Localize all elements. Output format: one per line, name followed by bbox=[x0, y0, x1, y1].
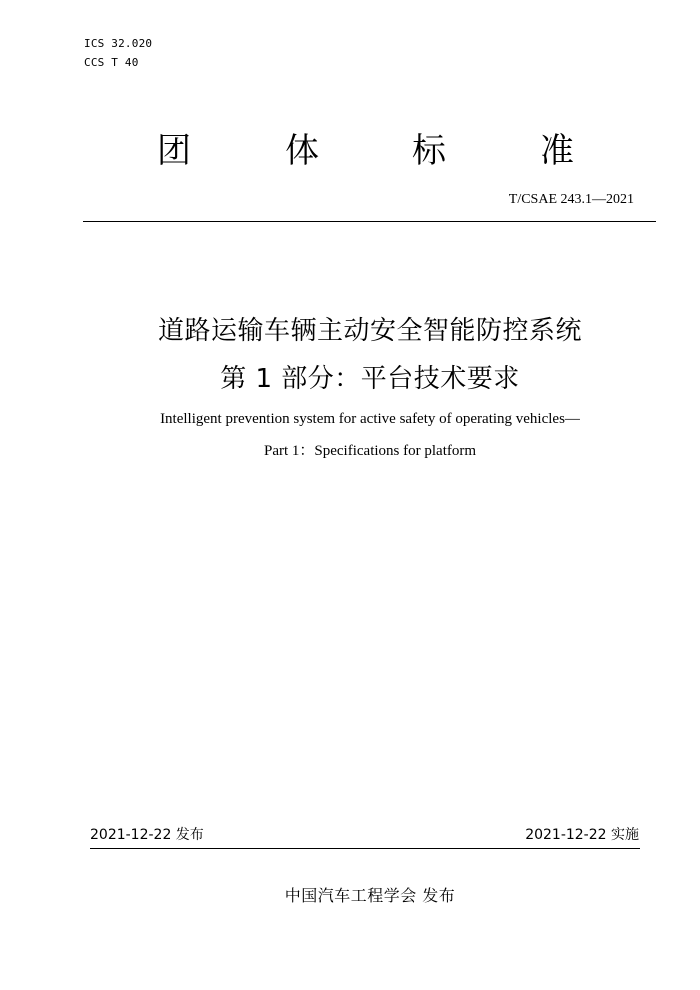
standard-type-char: 团 bbox=[157, 131, 191, 171]
chinese-title-line-1: 道路运输车辆主动安全智能防控系统 bbox=[157, 316, 582, 346]
standard-type-char: 标 bbox=[412, 131, 446, 171]
chinese-title-line-2: 第 1 部分：平台技术要求 bbox=[220, 364, 520, 394]
english-title-line-2: Part 1：Specifications for platform bbox=[263, 443, 477, 459]
ics-code: ICS 32.020 bbox=[84, 37, 153, 50]
bottom-divider bbox=[90, 848, 640, 849]
publisher: 中国汽车工程学会 发布 bbox=[284, 886, 456, 905]
standard-number: T/CSAE 243.1—2021 bbox=[508, 192, 634, 207]
top-divider bbox=[83, 221, 656, 222]
ccs-code: CCS T 40 bbox=[84, 56, 139, 69]
english-title-line-1: Intelligent prevention system for active safety of operating vehicles— bbox=[160, 411, 580, 427]
standard-type-heading bbox=[0, 128, 700, 174]
issue-date: 2021-12-22 发布 bbox=[90, 827, 204, 843]
standard-type-char: 体 bbox=[285, 131, 319, 171]
implementation-date: 2021-12-22 实施 bbox=[525, 827, 639, 843]
standard-type-char: 准 bbox=[540, 131, 574, 171]
